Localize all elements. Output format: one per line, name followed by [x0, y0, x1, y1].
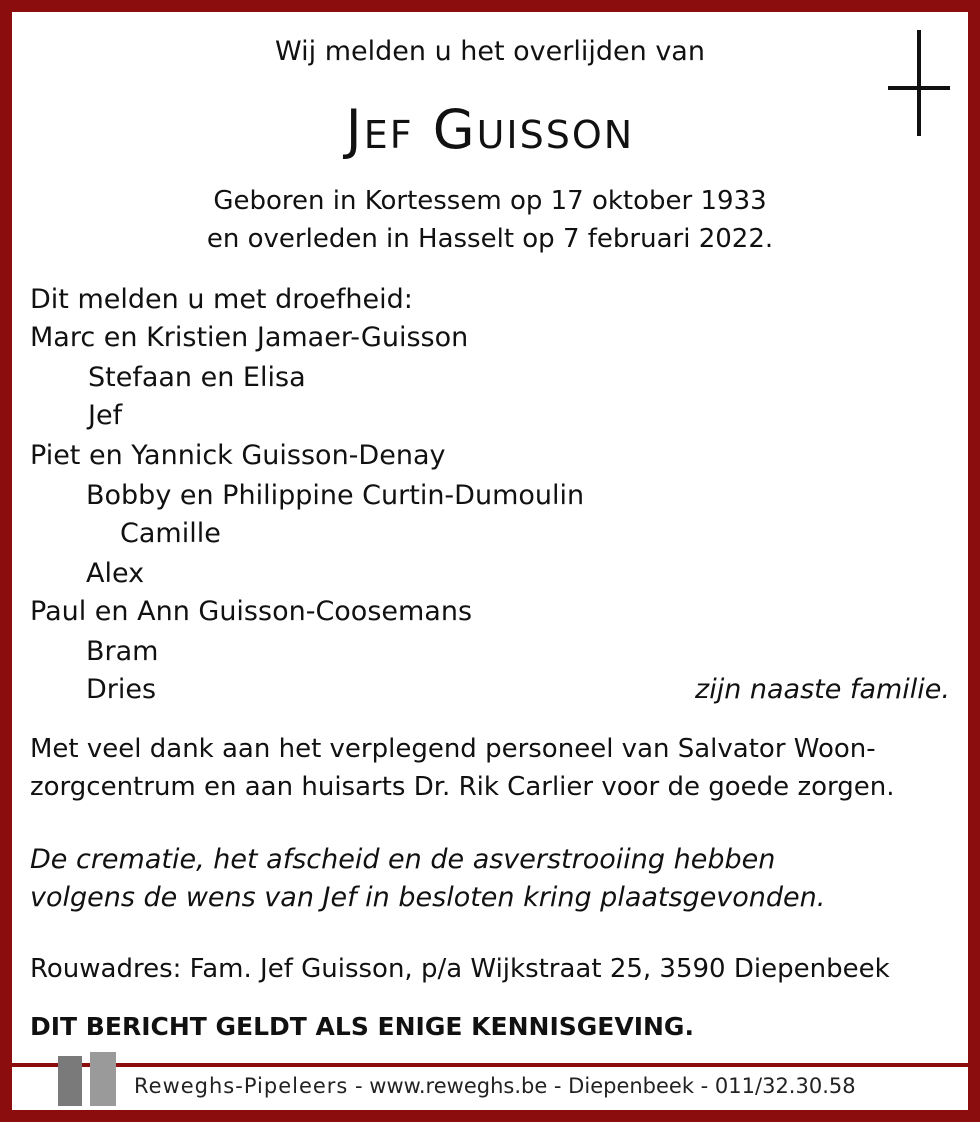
- frame-left: [0, 0, 12, 1122]
- family-line: Dries: [86, 674, 157, 705]
- birth-death-info: [0, 182, 980, 258]
- family-line: Jef: [88, 400, 123, 431]
- intro-text: Wij melden u het overlijden van: [275, 36, 705, 67]
- cremation-line: volgens de wens van Jef in besloten kring plaatsgevonden.: [30, 882, 826, 913]
- footer-divider: [12, 1063, 968, 1067]
- family-line: Bobby en Philippine Curtin-Dumoulin: [86, 480, 585, 511]
- family-heading: Dit melden u met droefheid:: [30, 284, 413, 315]
- notice-text: DIT BERICHT GELDT ALS ENIGE KENNISGEVING.: [30, 1012, 694, 1041]
- funeral-home-logo-icon: [58, 1052, 120, 1106]
- footer-contact: [134, 1074, 856, 1098]
- mourning-address: Rouwadres: Fam. Jef Guisson, p/a Wijkstraat 25, 3590 Diepenbeek: [30, 954, 890, 984]
- footer-company: Reweghs-Pipeleers: [134, 1074, 349, 1098]
- family-line: Camille: [120, 518, 221, 549]
- family-closing: zijn naaste familie.: [695, 674, 950, 705]
- family-line: Stefaan en Elisa: [88, 362, 306, 393]
- birth-line: Geboren in Kortessem op 17 oktober 1933: [213, 186, 767, 216]
- deceased-name: Jef Guisson: [345, 98, 635, 161]
- thanks-line: Met veel dank aan het verplegend personeel van Salvator Woon-: [30, 734, 876, 764]
- death-line: en overleden in Hasselt op 7 februari 2022.: [206, 224, 774, 254]
- family-line: Alex: [86, 558, 145, 589]
- frame-right: [968, 0, 980, 1122]
- footer-details: - www.reweghs.be - Diepenbeek - 011/32.30.58: [348, 1074, 856, 1098]
- thanks-line: zorgcentrum en aan huisarts Dr. Rik Carlier voor de goede zorgen.: [30, 772, 895, 802]
- frame-top: [0, 0, 980, 12]
- family-line: Piet en Yannick Guisson-Denay: [30, 440, 446, 471]
- family-line: Paul en Ann Guisson-Coosemans: [30, 596, 473, 627]
- cremation-line: De crematie, het afscheid en de asverstrooiing hebben: [30, 844, 776, 875]
- family-line: Marc en Kristien Jamaer-Guisson: [30, 322, 469, 353]
- family-line: Bram: [86, 636, 159, 667]
- frame-bottom: [0, 1110, 980, 1122]
